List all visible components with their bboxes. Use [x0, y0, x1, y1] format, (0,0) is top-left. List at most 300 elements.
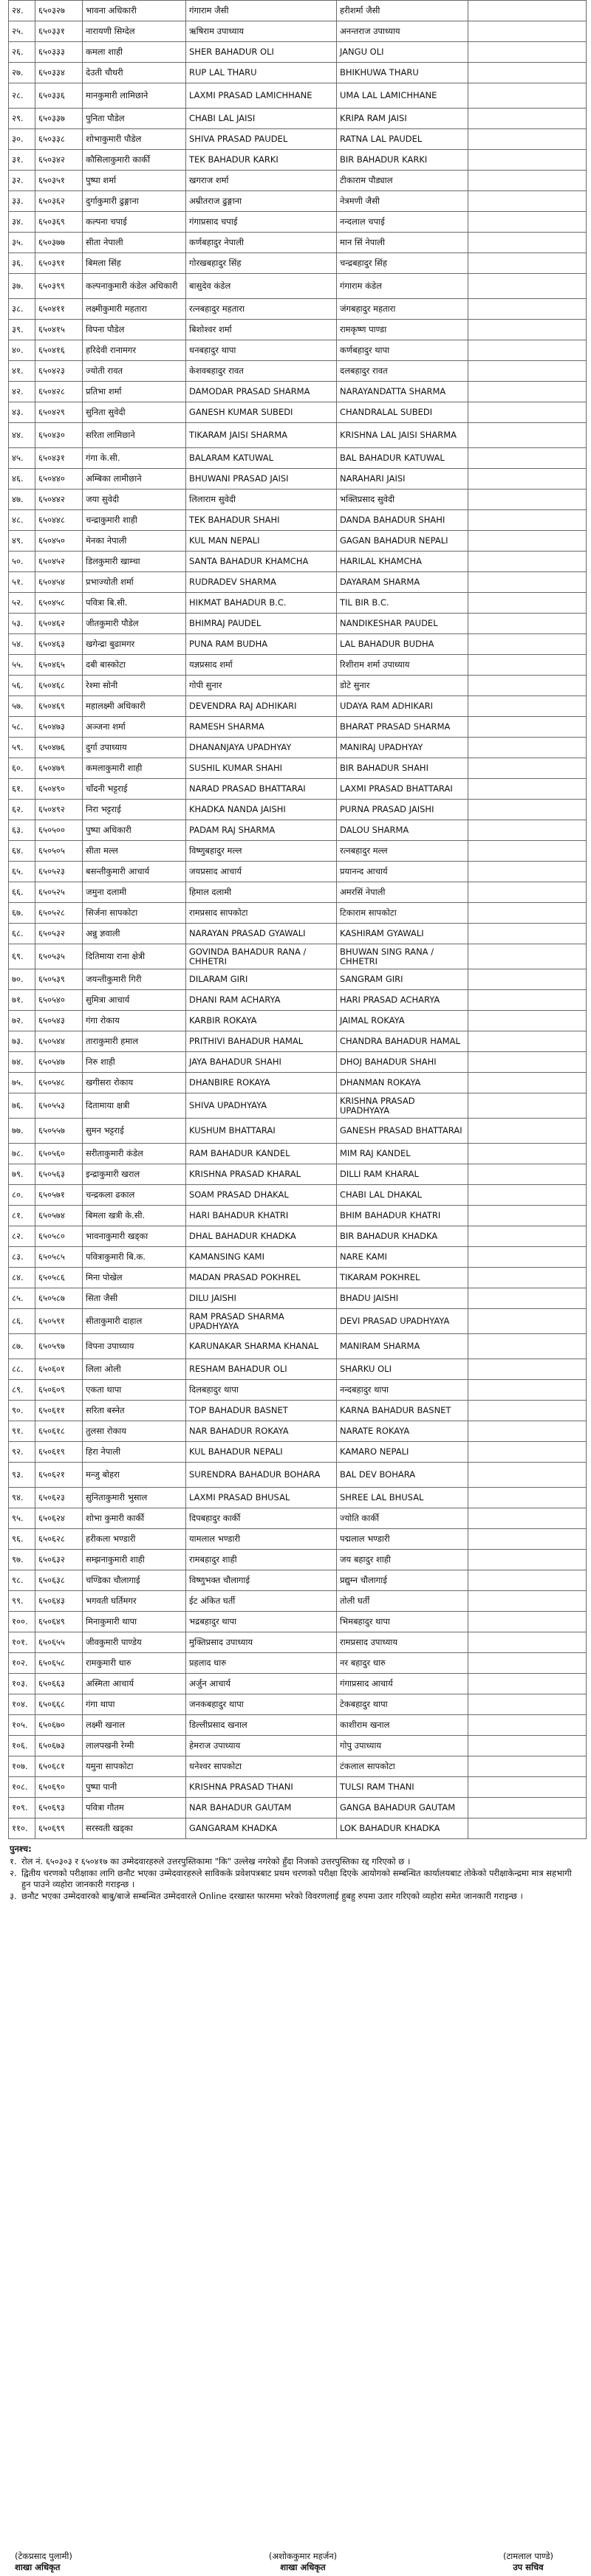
serial-number: ९३. — [9, 1463, 35, 1488]
father-name: रत्नबहादुर महतारा — [186, 299, 337, 320]
roll-number: ६५०४४८ — [35, 510, 83, 531]
candidate-name: गंगा रोकाय — [83, 1011, 186, 1031]
father-name: DILU JAISHI — [186, 1288, 337, 1309]
candidate-name: कल्पनाकुमारी कंडेल अधिकारी — [83, 274, 186, 299]
roll-number: ६५०५८७ — [35, 1288, 83, 1309]
table-row — [9, 469, 587, 490]
father-name: प्रहलाद धारु — [186, 1653, 337, 1674]
note-item — [10, 1856, 582, 1867]
remarks-cell — [468, 253, 587, 274]
roll-number: ६५०५४७ — [35, 1052, 83, 1073]
grandfather-name: चन्द्रबहादुर सिंह — [337, 253, 468, 274]
father-name: बिशोश्वर शर्मा — [186, 320, 337, 340]
remarks-cell — [468, 63, 587, 83]
candidate-name: शोभा कुमारी कार्की — [83, 1508, 186, 1529]
roll-number: ६५०३३३ — [35, 42, 83, 63]
roll-number: ६५०६२१ — [35, 1463, 83, 1488]
remarks-cell — [468, 21, 587, 42]
serial-number: ३१. — [9, 150, 35, 171]
remarks-cell — [468, 1031, 587, 1052]
table-row — [9, 924, 587, 944]
roll-number: ६५०३९९ — [35, 274, 83, 299]
table-row — [9, 1206, 587, 1226]
grandfather-name: DHANMAN ROKAYA — [337, 1073, 468, 1093]
serial-number: ३९. — [9, 320, 35, 340]
serial-number: २४. — [9, 1, 35, 21]
father-name: CHABI LAL JAISI — [186, 109, 337, 129]
table-row — [9, 129, 587, 150]
remarks-cell — [468, 191, 587, 212]
serial-number: ७९. — [9, 1164, 35, 1185]
serial-number: ४४. — [9, 423, 35, 448]
remarks-cell — [468, 1736, 587, 1756]
candidate-table-body — [9, 1, 587, 1839]
roll-number: ६५०६८१ — [35, 1756, 83, 1777]
grandfather-name: गंगाराम कंडेल — [337, 274, 468, 299]
table-row — [9, 944, 587, 969]
candidate-name: सीताकुमारी दाहाल — [83, 1309, 186, 1334]
candidate-name: जीतकुमारी पौडेल — [83, 614, 186, 634]
table-row — [9, 1632, 587, 1653]
table-row — [9, 42, 587, 63]
serial-number: ७२. — [9, 1011, 35, 1031]
grandfather-name: MANIRAM SHARMA — [337, 1334, 468, 1359]
candidate-name: निरा भट्टराई — [83, 800, 186, 820]
serial-number: ५५. — [9, 655, 35, 676]
father-name: ऋषिराम उपाध्याय — [186, 21, 337, 42]
serial-number: ११०. — [9, 1818, 35, 1839]
remarks-cell — [468, 1268, 587, 1288]
candidate-name: सरिता बस्नेत — [83, 1401, 186, 1421]
note-number: १. — [10, 1856, 17, 1866]
serial-number: ९७. — [9, 1550, 35, 1570]
candidate-name: बिमला खत्री के.सी. — [83, 1206, 186, 1226]
candidate-name: रामकुमारी धारु — [83, 1653, 186, 1674]
remarks-cell — [468, 552, 587, 572]
table-row — [9, 1226, 587, 1247]
table-row — [9, 1798, 587, 1818]
table-row — [9, 191, 587, 212]
remarks-cell — [468, 779, 587, 800]
roll-number: ६५०४१६ — [35, 340, 83, 361]
remarks-cell — [468, 1011, 587, 1031]
grandfather-name: कर्णबहादुर थापा — [337, 340, 468, 361]
grandfather-name: ज्योति कार्की — [337, 1508, 468, 1529]
serial-number: ८८. — [9, 1359, 35, 1380]
serial-number: ५९. — [9, 738, 35, 758]
candidate-name: पुष्पा अधिकारी — [83, 820, 186, 841]
roll-number: ६५०३३४ — [35, 63, 83, 83]
table-row — [9, 233, 587, 253]
serial-number: ६४. — [9, 841, 35, 862]
roll-number: ६५०५४३ — [35, 1011, 83, 1031]
candidate-name: तुलसा रोकाय — [83, 1421, 186, 1442]
candidate-name: डिलकुमारी खाम्चा — [83, 552, 186, 572]
roll-number: ६५०४२९ — [35, 402, 83, 423]
roll-number: ६५०६४३ — [35, 1591, 83, 1612]
grandfather-name: KRISHNA PRASAD UPADHYAYA — [337, 1093, 468, 1119]
grandfather-name: KAMARO NEPALI — [337, 1442, 468, 1463]
roll-number: ६५०५८६ — [35, 1268, 83, 1288]
serial-number: ३५. — [9, 233, 35, 253]
father-name: रामप्रसाद सापकोटा — [186, 903, 337, 924]
remarks-cell — [468, 83, 587, 109]
grandfather-name: TIL BIR B.C. — [337, 593, 468, 614]
roll-number: ६५०६१९ — [35, 1442, 83, 1463]
remarks-cell — [468, 1334, 587, 1359]
father-name: RAM BAHADUR KANDEL — [186, 1144, 337, 1164]
grandfather-name: NANDIKESHAR PAUDEL — [337, 614, 468, 634]
grandfather-name: UDAYA RAM ADHIKARI — [337, 696, 468, 717]
roll-number: ६५०४५४ — [35, 572, 83, 593]
grandfather-name: नन्दबहादुर थापा — [337, 1380, 468, 1401]
father-name: TIKARAM JAISI SHARMA — [186, 423, 337, 448]
serial-number: ४५. — [9, 448, 35, 469]
grandfather-name: MANIRAJ UPADHYAY — [337, 738, 468, 758]
roll-number: ६५०४१५ — [35, 320, 83, 340]
grandfather-name: HARILAL KHAMCHA — [337, 552, 468, 572]
father-name: SOAM PRASAD DHAKAL — [186, 1185, 337, 1206]
candidate-name: चाँदनी भट्टराई — [83, 779, 186, 800]
roll-number: ६५०३३८ — [35, 129, 83, 150]
serial-number: ४९. — [9, 531, 35, 552]
roll-number: ६५०६६८ — [35, 1694, 83, 1715]
note-item — [10, 1868, 582, 1890]
serial-number: ३२. — [9, 171, 35, 191]
serial-number: ६३. — [9, 820, 35, 841]
candidate-name: निरु शाही — [83, 1052, 186, 1073]
notes-section — [10, 1844, 582, 1903]
table-row — [9, 717, 587, 738]
candidate-name: दुर्गाकुमारी ढुङ्गाना — [83, 191, 186, 212]
father-name: कर्णबहादुर नेपाली — [186, 233, 337, 253]
serial-number: २८. — [9, 83, 35, 109]
roll-number: ६५०४६८ — [35, 676, 83, 696]
father-name: BHIMRAJ PAUDEL — [186, 614, 337, 634]
father-name: KRISHNA PRASAD THANI — [186, 1777, 337, 1798]
roll-number: ६५०५८५ — [35, 1247, 83, 1268]
father-name: हिमाल दलामी — [186, 882, 337, 903]
table-row — [9, 1529, 587, 1550]
grandfather-name: नेत्रमणी जैसी — [337, 191, 468, 212]
roll-number: ६५०४४२ — [35, 490, 83, 510]
serial-number: ५७. — [9, 696, 35, 717]
note-text: द्वितीय चरणको परीक्षाका लागि छनौट भएका उम्मेदवारहरुले साविकके प्रवेशपत्रबाट प्रथम चरणको परीक्षा दिएके आयोगको सम्बन्धित कार्यालयबाट तोकेको परीक्षाकेन्द्रमा मात्र सहभागी हुन पाउने व्यहोरा जानकारी गराइन्छ । — [21, 1868, 572, 1889]
serial-number: ६५. — [9, 862, 35, 882]
table-row — [9, 1488, 587, 1508]
father-name: DEVENDRA RAJ ADHIKARI — [186, 696, 337, 717]
note-text: रोल नं. ६५०३०३ र ६५०४१७ का उम्मेदवारहरुले उत्तरपुस्तिकामा "कि" उल्लेख नगरेको हुँदा निजको उत्तरपुस्तिका रद्द गरिएको छ । — [21, 1856, 411, 1866]
table-row — [9, 1612, 587, 1632]
grandfather-name: DALOU SHARMA — [337, 820, 468, 841]
table-row — [9, 423, 587, 448]
serial-number: ६२. — [9, 800, 35, 820]
roll-number: ६५०६९० — [35, 1777, 83, 1798]
father-name: गोपी सुनार — [186, 676, 337, 696]
roll-number: ६५०४५२ — [35, 552, 83, 572]
candidate-name: सुनिता सुवेदी — [83, 402, 186, 423]
table-row — [9, 696, 587, 717]
remarks-cell — [468, 274, 587, 299]
roll-number: ६५०५३५ — [35, 944, 83, 969]
candidate-name: शोभाकुमारी पौडेल — [83, 129, 186, 150]
serial-number: १०५. — [9, 1715, 35, 1736]
serial-number: ३७. — [9, 274, 35, 299]
roll-number: ६५०६१८ — [35, 1421, 83, 1442]
candidate-name: यमुना सापकोटा — [83, 1756, 186, 1777]
roll-number: ६५०६७३ — [35, 1736, 83, 1756]
father-name: NARAYAN PRASAD GYAWALI — [186, 924, 337, 944]
serial-number: ७४. — [9, 1052, 35, 1073]
father-name: LAXMI PRASAD BHUSAL — [186, 1488, 337, 1508]
serial-number: २९. — [9, 109, 35, 129]
table-row — [9, 903, 587, 924]
father-name: PRITHIVI BAHADUR HAMAL — [186, 1031, 337, 1052]
roll-number: ६५०३७७ — [35, 233, 83, 253]
table-row — [9, 614, 587, 634]
father-name: RUP LAL THARU — [186, 63, 337, 83]
grandfather-name: KRIPA RAM JAISI — [337, 109, 468, 129]
candidate-name: सम्झनाकुमारी शाही — [83, 1550, 186, 1570]
roll-number: ६५०५४८ — [35, 1073, 83, 1093]
serial-number: २५. — [9, 21, 35, 42]
father-name: TEK BAHADUR SHAHI — [186, 510, 337, 531]
table-row — [9, 21, 587, 42]
father-name: बासुदेव कंडेल — [186, 274, 337, 299]
candidate-name: सीता मल्ल — [83, 841, 186, 862]
serial-number: १०४. — [9, 1694, 35, 1715]
grandfather-name: LOK BAHADUR KHADKA — [337, 1818, 468, 1839]
remarks-cell — [468, 944, 587, 969]
grandfather-name: BHIM BAHADUR KHATRI — [337, 1206, 468, 1226]
candidate-name: खगीसरा रोकाय — [83, 1073, 186, 1093]
grandfather-name: रिशीराम शर्मा उपाध्याय — [337, 655, 468, 676]
father-name: RUDRADEV SHARMA — [186, 572, 337, 593]
serial-number: ३८. — [9, 299, 35, 320]
candidate-name: जया सुवेदी — [83, 490, 186, 510]
grandfather-name: KRISHNA LAL JAISI SHARMA — [337, 423, 468, 448]
remarks-cell — [468, 1119, 587, 1144]
serial-number: ६१. — [9, 779, 35, 800]
grandfather-name: TULSI RAM THANI — [337, 1777, 468, 1798]
roll-number: ६५०५४० — [35, 990, 83, 1011]
roll-number: ६५०४७६ — [35, 738, 83, 758]
roll-number: ६५०५९१ — [35, 1309, 83, 1334]
remarks-cell — [468, 448, 587, 469]
roll-number: ६५०४३० — [35, 423, 83, 448]
remarks-cell — [468, 469, 587, 490]
candidate-name: भगवती घर्तिमगर — [83, 1591, 186, 1612]
grandfather-name: रामप्रसाद उपाध्याय — [337, 1632, 468, 1653]
candidate-name: विपना उपाध्याय — [83, 1334, 186, 1359]
grandfather-name: BAL DEV BOHARA — [337, 1463, 468, 1488]
table-row — [9, 1777, 587, 1798]
father-name: NAR BAHADUR ROKAYA — [186, 1421, 337, 1442]
grandfather-name: UMA LAL LAMICHHANE — [337, 83, 468, 109]
candidate-name: दुर्गा उपाध्याय — [83, 738, 186, 758]
father-name: यामलाल भण्डारी — [186, 1529, 337, 1550]
candidate-name: नारायणी सिग्देल — [83, 21, 186, 42]
candidate-name: ज्योती रावत — [83, 361, 186, 382]
father-name: RAMESH SHARMA — [186, 717, 337, 738]
serial-number: ४२. — [9, 382, 35, 402]
table-row — [9, 1508, 587, 1529]
candidate-name: सरीताकुमारी कंडेल — [83, 1144, 186, 1164]
grandfather-name: BIR BAHADUR KHADKA — [337, 1226, 468, 1247]
father-name: KARUNAKAR SHARMA KHANAL — [186, 1334, 337, 1359]
candidate-name: अम्बिका लामीछाने — [83, 469, 186, 490]
serial-number: ५०. — [9, 552, 35, 572]
remarks-cell — [468, 150, 587, 171]
remarks-cell — [468, 1226, 587, 1247]
grandfather-name: JANGU OLI — [337, 42, 468, 63]
table-row — [9, 382, 587, 402]
candidate-name: ताराकुमारी हमाल — [83, 1031, 186, 1052]
table-row — [9, 1421, 587, 1442]
candidate-name: सुमन भट्टराई — [83, 1119, 186, 1144]
candidate-name: चण्डिका चौलागाई — [83, 1570, 186, 1591]
remarks-cell — [468, 990, 587, 1011]
remarks-cell — [468, 924, 587, 944]
signature-3 — [473, 2551, 584, 2573]
candidate-name: देउती चौधरी — [83, 63, 186, 83]
table-row — [9, 1073, 587, 1093]
grandfather-name: BIR BAHADUR SHAHI — [337, 758, 468, 779]
father-name: अम्रीतराज ढुङ्गाना — [186, 191, 337, 212]
roll-number: ६५०५९७ — [35, 1334, 83, 1359]
remarks-cell — [468, 1421, 587, 1442]
father-name: GOVINDA BAHADUR RANA / CHHETRI — [186, 944, 337, 969]
table-row — [9, 1119, 587, 1144]
candidate-name: प्रभाज्योती शर्मा — [83, 572, 186, 593]
candidate-name: मानकुमारी लामिछाने — [83, 83, 186, 109]
father-name: केशवबहादुर रावत — [186, 361, 337, 382]
father-name: KUL MAN NEPALI — [186, 531, 337, 552]
serial-number: ७८. — [9, 1144, 35, 1164]
grandfather-name: टेकबहादुर थापा — [337, 1694, 468, 1715]
candidate-name: कमला शाही — [83, 42, 186, 63]
grandfather-name: DILLI RAM KHARAL — [337, 1164, 468, 1185]
remarks-cell — [468, 1591, 587, 1612]
serial-number: ८०. — [9, 1185, 35, 1206]
father-name: HIKMAT BAHADUR B.C. — [186, 593, 337, 614]
grandfather-name: KARNA BAHADUR BASNET — [337, 1401, 468, 1421]
roll-number: ६५०६२४ — [35, 1508, 83, 1529]
grandfather-name: NARE KAMI — [337, 1247, 468, 1268]
table-row — [9, 1093, 587, 1119]
roll-number: ६५०३४२ — [35, 150, 83, 171]
candidate-table — [8, 0, 587, 1839]
grandfather-name: गोपु उपाध्याय — [337, 1736, 468, 1756]
serial-number: ६७. — [9, 903, 35, 924]
roll-number: ६५०५२८ — [35, 903, 83, 924]
grandfather-name: SANGRAM GIRI — [337, 969, 468, 990]
candidate-name: अञ्जना शर्मा — [83, 717, 186, 738]
candidate-name: हरीकला भण्डारी — [83, 1529, 186, 1550]
table-row — [9, 1694, 587, 1715]
grandfather-name: BHUWAN SING RANA / CHHETRI — [337, 944, 468, 969]
grandfather-name: GANGA BAHADUR GAUTAM — [337, 1798, 468, 1818]
remarks-cell — [468, 402, 587, 423]
table-row — [9, 1736, 587, 1756]
remarks-cell — [468, 1144, 587, 1164]
remarks-cell — [468, 1674, 587, 1694]
table-row — [9, 510, 587, 531]
table-row — [9, 171, 587, 191]
serial-number: ७५. — [9, 1073, 35, 1093]
notes-title: पुनश्च: — [10, 1844, 32, 1854]
roll-number: ६५०५५७ — [35, 1119, 83, 1144]
serial-number: ६९. — [9, 944, 35, 969]
father-name: BHUWANI PRASAD JAISI — [186, 469, 337, 490]
table-row — [9, 402, 587, 423]
remarks-cell — [468, 593, 587, 614]
remarks-cell — [468, 1756, 587, 1777]
table-row — [9, 969, 587, 990]
remarks-cell — [468, 42, 587, 63]
remarks-cell — [468, 320, 587, 340]
roll-number: ६५०६७० — [35, 1715, 83, 1736]
remarks-cell — [468, 1288, 587, 1309]
signatory-role: शाखा अधिकृत — [280, 2562, 326, 2572]
candidate-name: सरिता लामिछाने — [83, 423, 186, 448]
signatory-role: शाखा अधिकृत — [15, 2562, 61, 2572]
candidate-name: चन्द्रकला ढकाल — [83, 1185, 186, 1206]
candidate-name: सिर्जना सापकोटा — [83, 903, 186, 924]
remarks-cell — [468, 129, 587, 150]
table-row — [9, 820, 587, 841]
remarks-cell — [468, 676, 587, 696]
roll-number: ६५०३३६ — [35, 83, 83, 109]
table-row — [9, 1463, 587, 1488]
father-name: PUNA RAM BUDHA — [186, 634, 337, 655]
table-row — [9, 882, 587, 903]
serial-number: ४८. — [9, 510, 35, 531]
candidate-name: जीवकुमारी पाण्डेय — [83, 1632, 186, 1653]
table-row — [9, 1268, 587, 1288]
candidate-name: सीता नेपाली — [83, 233, 186, 253]
table-row — [9, 1653, 587, 1674]
remarks-cell — [468, 1206, 587, 1226]
father-name: RAM PRASAD SHARMA UPADHYAYA — [186, 1309, 337, 1334]
candidate-name: मन्जु बोहरा — [83, 1463, 186, 1488]
father-name: MADAN PRASAD POKHREL — [186, 1268, 337, 1288]
roll-number: ६५०३२७ — [35, 1, 83, 21]
grandfather-name: LAXMI PRASAD BHATTARAI — [337, 779, 468, 800]
father-name: KUL BAHADUR NEPALI — [186, 1442, 337, 1463]
father-name: SHIVA UPADHYAYA — [186, 1093, 337, 1119]
candidate-name: लिला ओली — [83, 1359, 186, 1380]
father-name: ईट अंकित घर्ती — [186, 1591, 337, 1612]
table-row — [9, 1359, 587, 1380]
grandfather-name: NARATE ROKAYA — [337, 1421, 468, 1442]
roll-number: ६५०६९९ — [35, 1818, 83, 1839]
remarks-cell — [468, 717, 587, 738]
table-row — [9, 1591, 587, 1612]
father-name: यज्ञप्रसाद शर्मा — [186, 655, 337, 676]
table-row — [9, 63, 587, 83]
serial-number: ७१. — [9, 990, 35, 1011]
remarks-cell — [468, 1529, 587, 1550]
table-row — [9, 1674, 587, 1694]
remarks-cell — [468, 800, 587, 820]
remarks-cell — [468, 382, 587, 402]
serial-number: ५४. — [9, 634, 35, 655]
note-number: २. — [10, 1868, 17, 1878]
serial-number: १०१. — [9, 1632, 35, 1653]
father-name: गंगाराम जैसी — [186, 1, 337, 21]
table-row — [9, 1185, 587, 1206]
